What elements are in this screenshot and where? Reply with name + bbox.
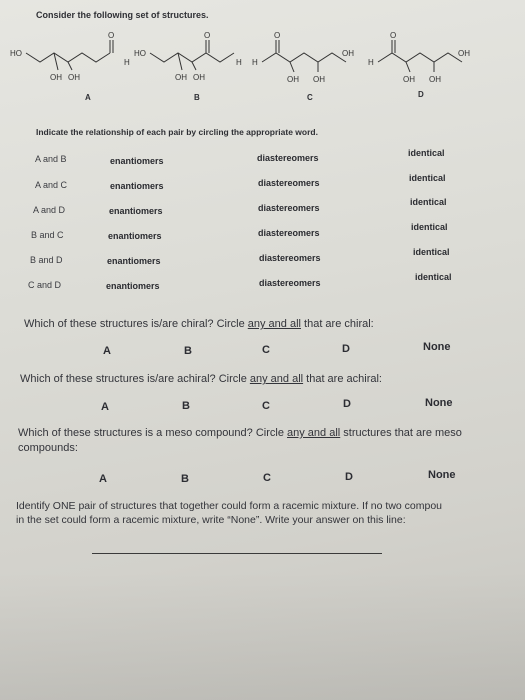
racemic-question-line1: Identify ONE pair of structures that together could form a racemic mixture. If no two compou: [16, 500, 443, 512]
a-right-group: H: [124, 58, 130, 67]
chiral-choice-b[interactable]: B: [184, 345, 192, 357]
b-sub1: OH: [175, 73, 187, 82]
c-top-atom: O: [274, 31, 281, 40]
paper-shadow: [0, 570, 525, 700]
pair-label: C and D: [28, 280, 62, 290]
b-sub2: OH: [193, 73, 205, 82]
option-diastereomers[interactable]: diastereomers: [258, 178, 320, 188]
pair-label: A and B: [35, 154, 67, 164]
achiral-choice-c[interactable]: C: [262, 400, 270, 412]
instruction-text: Indicate the relationship of each pair by circling the appropriate word.: [36, 127, 318, 137]
racemic-question-line2: in the set could form a racemic mixture, write “None”. Write your answer on this line:: [16, 514, 406, 526]
option-diastereomers[interactable]: diastereomers: [258, 228, 320, 238]
option-identical[interactable]: identical: [415, 272, 452, 282]
meso-choice-b[interactable]: B: [181, 473, 189, 485]
d-right-group: OH: [458, 49, 470, 58]
option-diastereomers[interactable]: diastereomers: [258, 203, 320, 213]
meso-choice-none[interactable]: None: [428, 469, 456, 481]
meso-question: [18, 427, 462, 439]
option-identical[interactable]: identical: [413, 247, 450, 257]
d-left-group: H: [368, 58, 374, 67]
d-sub2: OH: [429, 75, 441, 84]
a-sub2: OH: [68, 73, 80, 82]
achiral-choice-a[interactable]: A: [101, 401, 109, 413]
chiral-choice-d[interactable]: D: [342, 343, 350, 355]
structure-label-a: A: [85, 93, 91, 102]
header-text: Consider the following set of structures.: [36, 10, 209, 20]
a-left-group: HO: [10, 49, 22, 58]
option-diastereomers[interactable]: diastereomers: [259, 278, 321, 288]
d-sub1: OH: [403, 75, 415, 84]
question-text: Which of these structures is/are chiral? Circle: [24, 318, 248, 330]
question-text: Which of these structures is/are achiral? Circle: [20, 373, 250, 385]
a-top-atom: O: [108, 31, 115, 40]
chain-c: [262, 53, 346, 62]
chiral-question: [24, 318, 374, 330]
a-sub1: OH: [50, 73, 62, 82]
structures-drawing: [0, 18, 525, 108]
structure-label-d: D: [418, 90, 424, 99]
chain-b: [150, 53, 234, 62]
achiral-choice-d[interactable]: D: [343, 398, 351, 410]
answer-line[interactable]: [92, 553, 382, 554]
question-text: that are chiral:: [300, 318, 374, 330]
option-diastereomers[interactable]: diastereomers: [259, 253, 321, 263]
pair-label: B and C: [31, 230, 64, 240]
question-text: structures that are meso: [340, 427, 462, 439]
question-underline: any and all: [249, 373, 304, 385]
b-right-group: H: [236, 58, 242, 67]
b-top-atom: O: [204, 31, 211, 40]
option-identical[interactable]: identical: [409, 173, 446, 183]
d-top-atom: O: [390, 31, 397, 40]
c-right-group: OH: [342, 49, 354, 58]
question-underline: any and all: [287, 427, 341, 439]
meso-choice-d[interactable]: D: [345, 471, 353, 483]
option-identical[interactable]: identical: [410, 197, 447, 207]
option-enantiomers[interactable]: enantiomers: [109, 206, 163, 216]
c-left-group: H: [252, 58, 258, 67]
structure-label-b: B: [194, 93, 200, 102]
pair-label: A and D: [33, 205, 66, 215]
question-text: that are achiral:: [303, 373, 382, 385]
question-text: Which of these structures is a meso compound? Circle: [18, 427, 288, 439]
achiral-question: [20, 373, 382, 385]
c-sub2: OH: [313, 75, 325, 84]
achiral-choice-none[interactable]: None: [425, 397, 453, 409]
meso-choice-a[interactable]: A: [99, 473, 107, 485]
option-enantiomers[interactable]: enantiomers: [107, 256, 161, 266]
option-diastereomers[interactable]: diastereomers: [257, 153, 319, 163]
b-left-group: HO: [134, 49, 146, 58]
chiral-choice-a[interactable]: A: [103, 345, 111, 357]
option-enantiomers[interactable]: enantiomers: [106, 281, 160, 291]
pair-label: A and C: [35, 180, 68, 190]
meso-question-line2: compounds:: [18, 442, 78, 454]
achiral-choice-b[interactable]: B: [182, 400, 190, 412]
chiral-choice-c[interactable]: C: [262, 344, 270, 356]
option-identical[interactable]: identical: [408, 148, 445, 158]
option-enantiomers[interactable]: enantiomers: [108, 231, 162, 241]
meso-choice-c[interactable]: C: [263, 472, 271, 484]
option-enantiomers[interactable]: enantiomers: [110, 181, 164, 191]
question-underline: any and all: [247, 318, 301, 330]
structures-area: [0, 18, 525, 108]
option-enantiomers[interactable]: enantiomers: [110, 156, 164, 166]
pair-label: B and D: [30, 255, 63, 265]
option-identical[interactable]: identical: [411, 222, 448, 232]
chain-d: [378, 53, 462, 62]
chiral-choice-none[interactable]: None: [423, 341, 451, 353]
structure-label-c: C: [307, 93, 313, 102]
c-sub1: OH: [287, 75, 299, 84]
chain-a: [26, 53, 110, 62]
